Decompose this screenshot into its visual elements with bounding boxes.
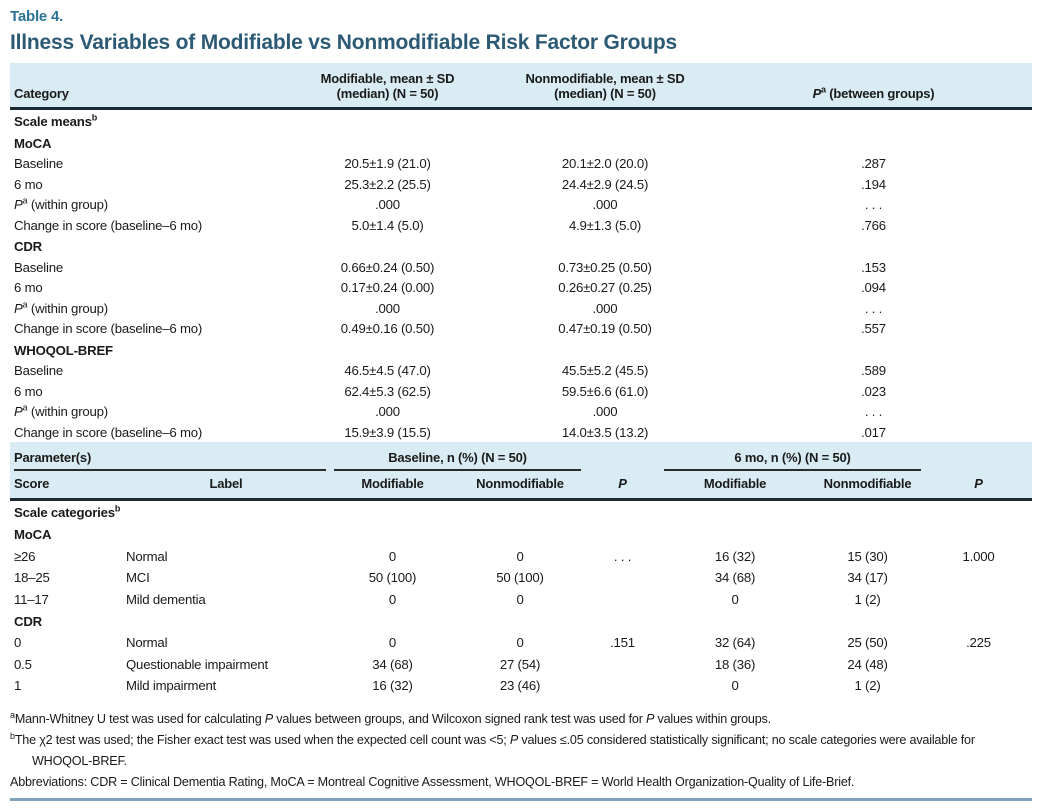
cell-modifiable: 5.0±1.4 (5.0) — [351, 217, 424, 233]
table-row — [10, 318, 1032, 339]
footnotes — [10, 709, 1032, 793]
span-header-spacer — [585, 442, 660, 471]
group-label: Scale categories$^b$ — [14, 503, 121, 520]
cell-baseline-modifiable: 16 (32) — [372, 678, 413, 693]
group-label: CDR — [14, 239, 42, 254]
span-header-6mo: 6 mo, n (%) (N = 50) — [660, 442, 925, 471]
row-label: Change in score (baseline–6 mo) — [14, 321, 203, 336]
col-header-nonmodifiable: Nonmodifiable, mean ± SD (median) (N = 50) — [495, 63, 715, 109]
cell-modifiable: 62.4±5.3 (62.5) — [344, 383, 431, 399]
cell-label: Questionable impairment — [126, 656, 269, 672]
row-label: $P^a$ (within group) — [14, 195, 108, 212]
cell-baseline-p — [585, 588, 660, 610]
cell-6mo-p — [925, 588, 1032, 610]
col-header-modifiable: Modifiable, mean ± SD (median) (N = 50) — [280, 63, 495, 109]
table-row — [10, 360, 1032, 381]
cell-modifiable: 0.17±0.24 (0.00) — [340, 280, 435, 295]
footnote-marker: a — [22, 299, 28, 310]
group-row-scale-categories — [10, 500, 1032, 524]
col-header-p-between-groups: $P^a$ (between groups) — [715, 63, 1032, 109]
table-row — [10, 194, 1032, 215]
footnote-marker: b — [114, 503, 121, 514]
cell-modifiable: 25.3±2.2 (25.5) — [344, 176, 431, 192]
cell-nonmodifiable: .000 — [592, 404, 618, 419]
footnote-b: $^b$The χ2 test was used; the Fisher exact test was used when the expected cell count was <5; P values ≤.05 considered statistically significant; no scale categories were available for WHOQOL-BREF. — [10, 730, 975, 768]
cell-baseline-p — [585, 567, 660, 589]
row-label: Baseline — [14, 259, 63, 275]
table-row — [10, 653, 1032, 675]
cell-baseline-nonmodifiable: 27 (54) — [499, 656, 541, 672]
cell-p: .766 — [861, 217, 886, 233]
table-bottom-rule — [10, 798, 1032, 801]
cell-baseline-modifiable: 34 (68) — [372, 656, 413, 672]
cell-modifiable: .000 — [375, 404, 400, 419]
header-row — [10, 63, 1032, 109]
cell-p: . . . — [864, 300, 883, 316]
cell-p: .094 — [861, 280, 886, 295]
cell-label: Normal — [126, 635, 168, 650]
cell-6mo-p — [925, 675, 1032, 697]
scale-means-table — [10, 63, 1032, 442]
col-header-6mo-p: P — [925, 471, 1032, 500]
table-row — [10, 401, 1032, 422]
cell-nonmodifiable: 14.0±3.5 (13.2) — [561, 424, 649, 440]
table-title: Illness Variables of Modifiable vs Nonmodifiable Risk Factor Groups — [10, 31, 677, 54]
span-header-row — [10, 442, 1032, 471]
cell-baseline-modifiable: 0 — [388, 591, 397, 607]
cell-nonmodifiable: 45.5±5.2 (45.5) — [561, 363, 649, 378]
abbreviations-note: Abbreviations: CDR = Clinical Dementia Rating, MoCA = Montreal Cognitive Assessment, WHOQOL-BREF = World Health Organization-Quality of Life-Brief. — [10, 775, 855, 789]
table-number-label: Table 4. — [10, 8, 64, 25]
cell-6mo-modifiable: 0 — [731, 591, 739, 607]
cell-6mo-nonmodifiable: 1 (2) — [854, 591, 881, 607]
col-header-category: Category — [10, 63, 280, 109]
table-row — [10, 381, 1032, 402]
cell-p: .589 — [861, 363, 886, 378]
cell-6mo-p — [925, 567, 1032, 589]
table-row — [10, 215, 1032, 236]
cell-score: ≥26 — [14, 548, 36, 564]
cell-nonmodifiable: .000 — [592, 197, 618, 212]
cell-baseline-nonmodifiable: 0 — [516, 591, 524, 607]
cell-score: 1 — [14, 678, 22, 693]
cell-score: 0.5 — [14, 656, 32, 672]
row-label: $P^a$ (within group) — [14, 402, 108, 419]
group-row-scale-means — [10, 109, 1032, 132]
group-row-cdr — [10, 235, 1032, 257]
header-row — [10, 471, 1032, 500]
cell-label: Mild impairment — [126, 678, 217, 693]
row-label: Change in score (baseline–6 mo) — [14, 217, 203, 233]
cell-p: .023 — [861, 383, 886, 399]
cell-6mo-nonmodifiable: 1 (2) — [854, 678, 881, 693]
cell-nonmodifiable: 24.4±2.9 (24.5) — [561, 176, 649, 192]
cell-modifiable: 20.5±1.9 (21.0) — [344, 156, 431, 171]
row-label: 6 mo — [14, 383, 43, 399]
group-row-whoqol — [10, 339, 1032, 361]
cell-label: Normal — [126, 548, 168, 564]
group-label: Scale means$^b$ — [14, 112, 98, 129]
col-header-label: Label — [122, 471, 330, 500]
cell-modifiable: .000 — [375, 197, 400, 212]
col-header-6mo-nonmodifiable: Nonmodifiable — [810, 471, 925, 500]
table-row — [10, 277, 1032, 298]
cell-6mo-nonmodifiable: 34 (17) — [847, 570, 888, 585]
row-label: Baseline — [14, 363, 63, 378]
table-row — [10, 174, 1032, 195]
footnote-marker: a — [10, 709, 15, 720]
cell-p: .017 — [861, 424, 886, 440]
footnote-marker: a — [22, 195, 28, 206]
row-label: $P^a$ (within group) — [14, 299, 108, 316]
cell-modifiable: 0.66±0.24 (0.50) — [340, 259, 435, 275]
col-header-baseline-modifiable: Modifiable — [330, 471, 455, 500]
group-row-moca — [10, 523, 1032, 545]
cell-6mo-modifiable: 18 (36) — [714, 656, 756, 672]
footnote-marker: b — [91, 112, 98, 123]
cell-6mo-modifiable: 34 (68) — [714, 570, 756, 585]
cell-6mo-p: .225 — [966, 635, 991, 650]
cell-score: 11–17 — [14, 591, 49, 607]
cell-modifiable: 46.5±4.5 (47.0) — [344, 363, 431, 378]
cell-baseline-p: .151 — [610, 635, 635, 650]
col-header-baseline-p: P — [585, 471, 660, 500]
cell-nonmodifiable: 4.9±1.3 (5.0) — [568, 217, 642, 233]
group-label: CDR — [14, 613, 42, 629]
scale-categories-table — [10, 442, 1032, 696]
table-row — [10, 632, 1032, 654]
cell-6mo-modifiable: 32 (64) — [714, 635, 756, 650]
cell-modifiable: 15.9±3.9 (15.5) — [344, 424, 431, 440]
span-header-baseline: Baseline, n (%) (N = 50) — [330, 442, 585, 471]
cell-p: . . . — [864, 197, 883, 212]
cell-nonmodifiable: 59.5±6.6 (61.0) — [561, 383, 649, 399]
table-row — [10, 545, 1032, 567]
cell-modifiable: .000 — [375, 300, 400, 316]
cell-p: .194 — [861, 176, 886, 192]
footnote-marker: b — [10, 730, 15, 741]
col-header-score: Score — [10, 471, 122, 500]
cell-nonmodifiable: 0.73±0.25 (0.50) — [558, 259, 652, 275]
cell-nonmodifiable: 0.47±0.19 (0.50) — [558, 321, 652, 336]
col-header-baseline-nonmodifiable: Nonmodifiable — [455, 471, 585, 500]
group-row-cdr — [10, 610, 1032, 632]
cell-label: MCI — [126, 570, 150, 585]
span-header-spacer — [925, 442, 1032, 471]
table-row — [10, 257, 1032, 278]
row-label: Change in score (baseline–6 mo) — [14, 424, 203, 440]
cell-baseline-nonmodifiable: 0 — [516, 635, 524, 650]
cell-6mo-nonmodifiable: 15 (30) — [847, 548, 888, 564]
cell-baseline-modifiable: 50 (100) — [368, 570, 417, 585]
cell-baseline-p — [585, 675, 660, 697]
row-label: 6 mo — [14, 176, 43, 192]
footnote-marker: a — [22, 402, 28, 413]
group-label: MoCA — [14, 527, 52, 542]
cell-baseline-nonmodifiable: 23 (46) — [499, 678, 541, 693]
cell-6mo-nonmodifiable: 24 (48) — [847, 656, 888, 672]
cell-nonmodifiable: 20.1±2.0 (20.0) — [561, 156, 649, 171]
cell-nonmodifiable: 0.26±0.27 (0.25) — [558, 280, 652, 295]
cell-baseline-nonmodifiable: 0 — [516, 548, 524, 564]
cell-score: 18–25 — [14, 570, 50, 585]
cell-6mo-nonmodifiable: 25 (50) — [847, 635, 888, 650]
table-row — [10, 675, 1032, 697]
group-label: MoCA — [14, 135, 52, 151]
row-label: Baseline — [14, 156, 63, 171]
table-row — [10, 153, 1032, 174]
cell-label: Mild dementia — [126, 591, 206, 607]
table-row — [10, 298, 1032, 319]
cell-modifiable: 0.49±0.16 (0.50) — [340, 321, 435, 336]
table-row — [10, 588, 1032, 610]
cell-baseline-modifiable: 0 — [388, 548, 397, 564]
cell-p: .153 — [861, 259, 886, 275]
table-row — [10, 422, 1032, 443]
cell-6mo-modifiable: 0 — [731, 678, 739, 693]
row-label: 6 mo — [14, 280, 43, 295]
cell-6mo-p — [925, 653, 1032, 675]
col-header-6mo-modifiable: Modifiable — [660, 471, 810, 500]
cell-p: . . . — [864, 404, 883, 419]
cell-p: .557 — [861, 321, 886, 336]
cell-baseline-p: . . . — [613, 548, 632, 564]
cell-baseline-modifiable: 0 — [388, 635, 397, 650]
cell-baseline-nonmodifiable: 50 (100) — [496, 570, 544, 585]
cell-baseline-p — [585, 653, 660, 675]
group-label: WHOQOL-BREF — [14, 342, 113, 358]
cell-score: 0 — [14, 635, 22, 650]
group-row-moca — [10, 132, 1032, 154]
span-header-parameters: Parameter(s) — [10, 442, 330, 471]
cell-nonmodifiable: .000 — [592, 300, 618, 316]
cell-p: .287 — [861, 156, 886, 171]
cell-6mo-p: 1.000 — [962, 548, 995, 564]
footnote-marker: a — [821, 84, 826, 95]
footnote-a: $^a$Mann-Whitney U test was used for calculating P values between groups, and Wilcoxon signed rank test was used for P values within groups. — [10, 709, 771, 726]
cell-6mo-modifiable: 16 (32) — [714, 548, 756, 564]
table-row — [10, 567, 1032, 589]
